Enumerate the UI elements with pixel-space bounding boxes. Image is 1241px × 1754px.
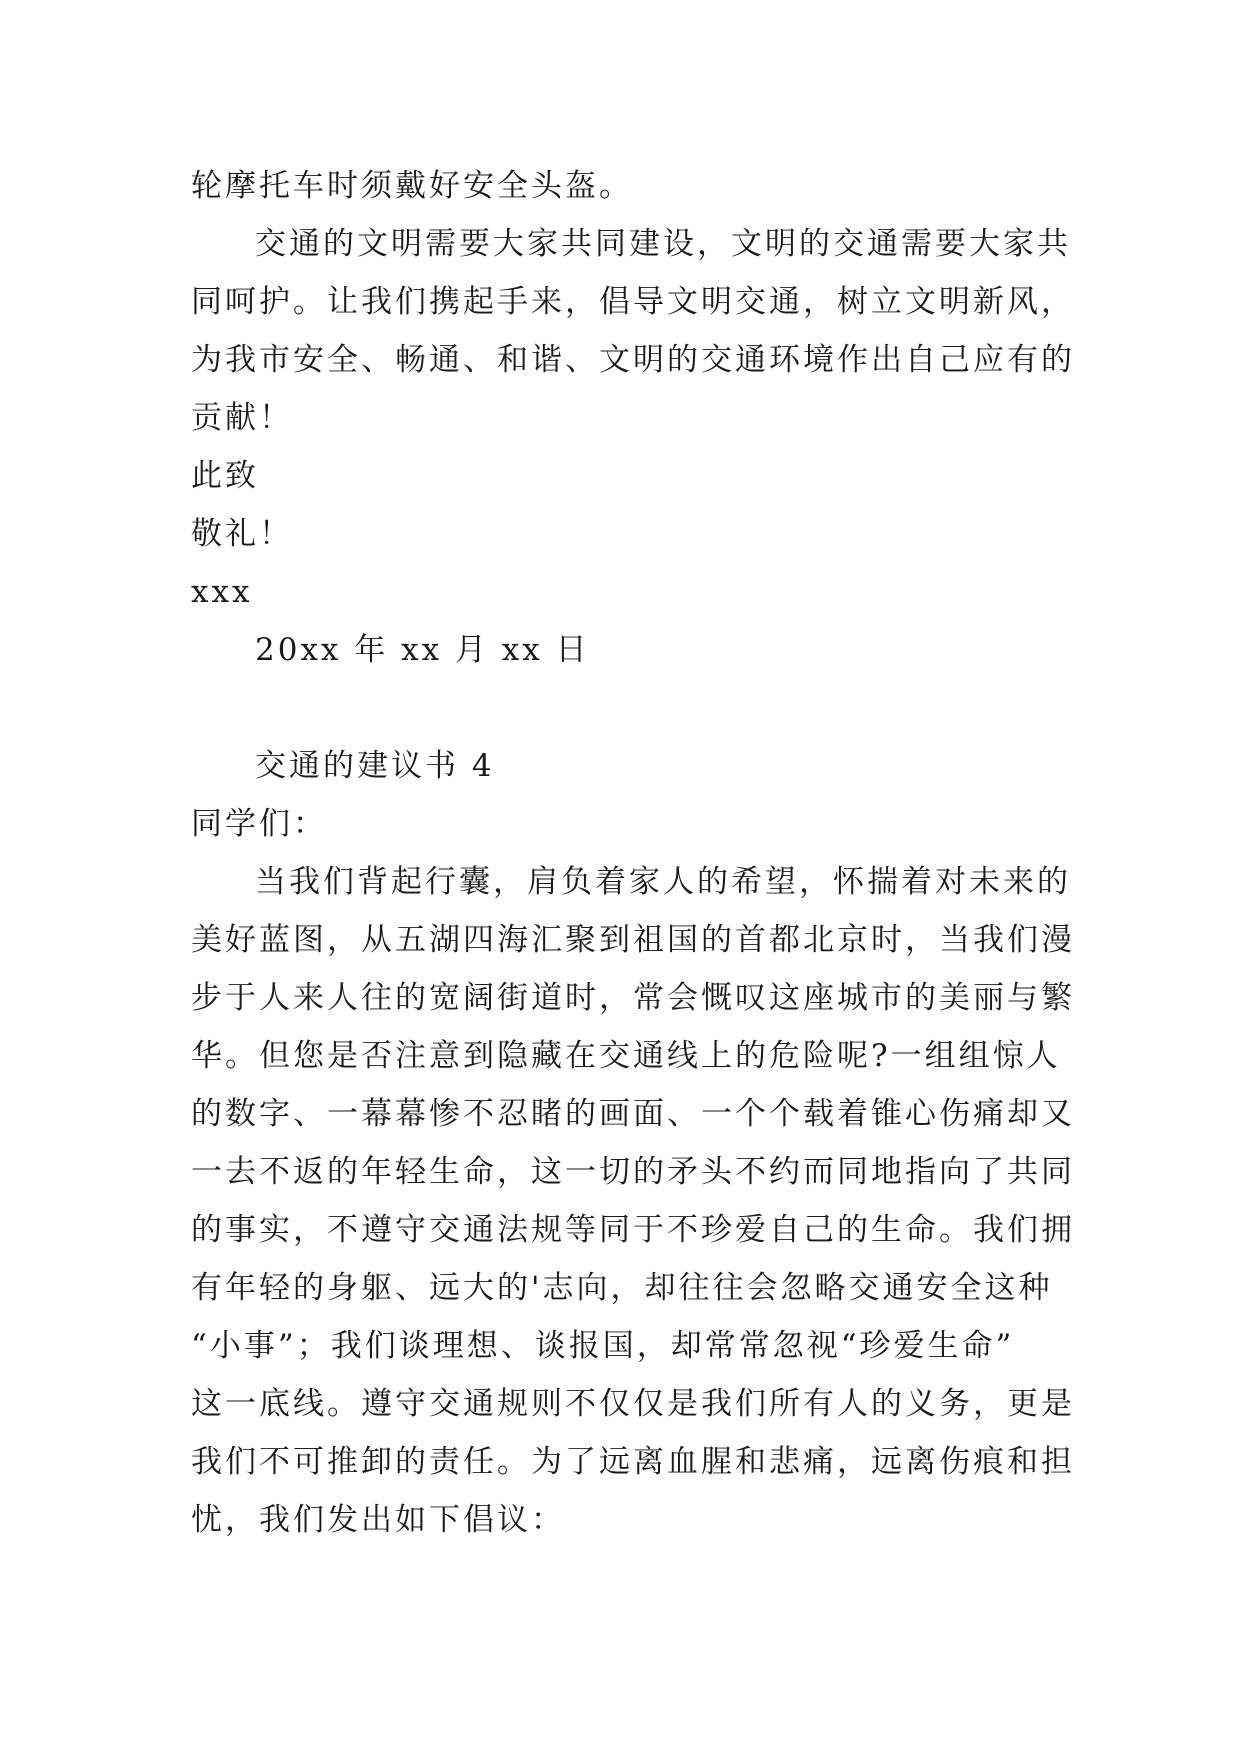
paragraph-line: 我们不可推卸的责任。为了远离血腥和悲痛，远离伤痕和担: [191, 1444, 1075, 1480]
paragraph-line: 华。但您是否注意到隐藏在交通线上的危险呢?一组组惊人: [191, 1038, 1061, 1074]
salute-text: 敬礼！: [191, 516, 293, 552]
paragraph-line: 交通的文明需要大家共同建设，文明的交通需要大家共: [255, 226, 1071, 262]
paragraph-line: 贡献！: [191, 400, 293, 436]
paragraph-line: 轮摩托车时须戴好安全头盔。: [191, 168, 633, 204]
paragraph-line: 忧，我们发出如下倡议：: [191, 1502, 565, 1538]
paragraph-line: 当我们背起行囊，肩负着家人的希望，怀揣着对未来的: [255, 864, 1071, 900]
signature-text: xxx: [191, 574, 253, 610]
paragraph-line: 的数字、一幕幕惨不忍睹的画面、一个个载着锥心伤痛却又: [191, 1096, 1075, 1132]
paragraph-line: 的事实，不遵守交通法规等同于不珍爱自己的生命。我们拥: [191, 1212, 1075, 1248]
paragraph-line: “小事”；我们谈理想、谈报国，却常常忽视“珍爱生命”: [191, 1328, 1015, 1364]
paragraph-line: 步于人来人往的宽阔街道时，常会慨叹这座城市的美丽与繁: [191, 980, 1075, 1016]
paragraph-line: 美好蓝图，从五湖四海汇聚到祖国的首都北京时，当我们漫: [191, 922, 1075, 958]
document-body: [191, 157, 1075, 1549]
section-title: 交通的建议书 4: [255, 748, 495, 784]
section-spacer: [191, 679, 1071, 737]
greeting-text: 同学们：: [191, 806, 327, 842]
date-text: 20xx 年 xx 月 xx 日: [255, 632, 590, 668]
paragraph-line: 同呵护。让我们携起手来，倡导文明交通，树立文明新风，: [191, 284, 1075, 320]
paragraph-line: 一去不返的年轻生命，这一切的矛头不约而同地指向了共同: [191, 1154, 1075, 1190]
paragraph-line: 这一底线。遵守交通规则不仅仅是我们所有人的义务，更是: [191, 1386, 1075, 1422]
paragraph-line: 有年轻的身躯、远大的'志向，却往往会忽略交通安全这种: [191, 1270, 1053, 1306]
closing-text: 此致: [191, 458, 259, 494]
paragraph-line: 为我市安全、畅通、和谐、文明的交通环境作出自己应有的: [191, 342, 1075, 378]
